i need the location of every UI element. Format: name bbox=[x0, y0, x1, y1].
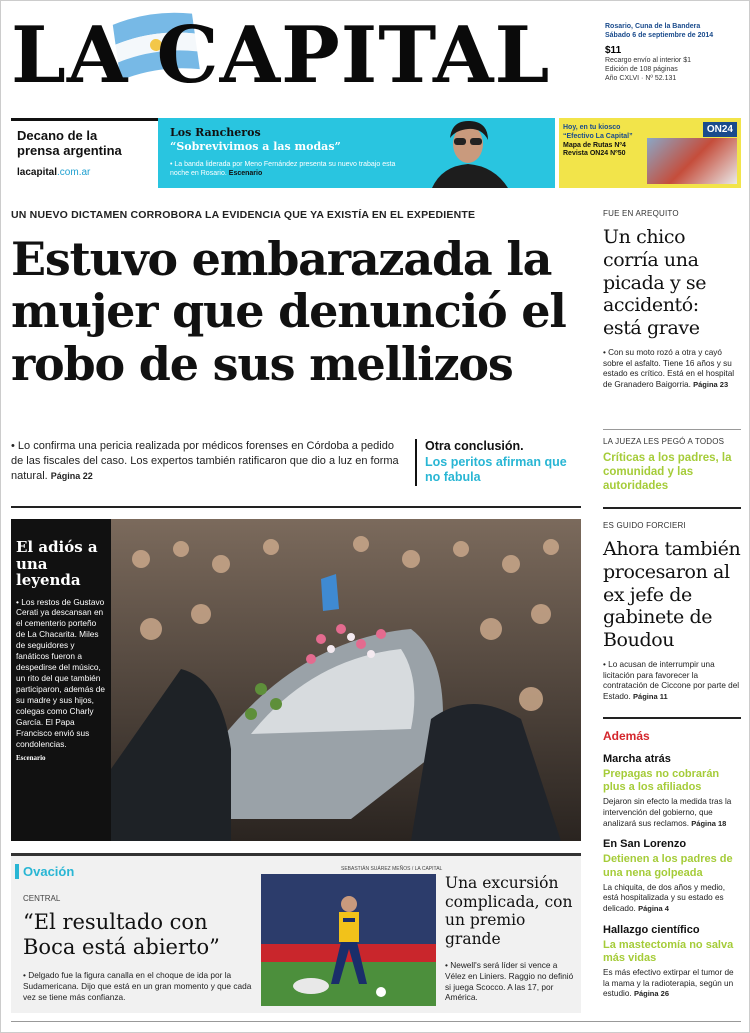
photo-caption-box bbox=[11, 519, 111, 841]
divider bbox=[11, 506, 581, 508]
promo-box[interactable] bbox=[559, 118, 741, 188]
promo-line: Mapa de Rutas Nº4 bbox=[563, 141, 626, 149]
ovacion-side-body: • Newell's será líder si vence a Vélez en Liniers. Raggio no definió si juega Scocco. A las 17, por América. bbox=[445, 960, 574, 1003]
story-kicker: FUE EN AREQUITO bbox=[603, 209, 679, 218]
newspaper-logo: LA CAPITAL bbox=[11, 10, 551, 101]
site-link[interactable]: lacapital.com.ar bbox=[17, 166, 91, 178]
football-photo bbox=[261, 874, 436, 1006]
section-sig: Escenario bbox=[16, 753, 46, 762]
brief-headline[interactable]: La mastectomía no salva más vidas bbox=[603, 938, 734, 964]
main-kicker: UN NUEVO DICTAMEN CORROBORA LA EVIDENCIA QUE YA EXISTÍA EN EL EXPEDIENTE bbox=[11, 209, 476, 221]
right-story-2 bbox=[603, 437, 741, 493]
teaser-band: Los Rancheros bbox=[170, 126, 261, 139]
feature-title[interactable]: El adiós a una leyenda bbox=[16, 538, 98, 589]
main-lead: • Lo confirma una pericia realizada por médicos forenses en Córdoba a pedido de las fiscales del caso. Los expertos también ratificaron que dio a luz en forma natural. Página 22 bbox=[11, 440, 399, 482]
story-body: • Con su moto rozó a otra y cayó sobre el asfalto. Tiene 16 años y su estado es crítico. Está en el hospital de Granadero Baigorria. Página 23 bbox=[603, 347, 735, 389]
section-tag[interactable]: Ovación bbox=[15, 864, 74, 879]
photo-feature bbox=[11, 519, 581, 841]
brief-heading: Marcha atrás bbox=[603, 753, 671, 765]
edition-line: Año CXLVI · Nº 52.131 bbox=[605, 74, 677, 82]
promo-image bbox=[647, 138, 737, 184]
story-headline[interactable]: Un chico corría una picada y se accidentó: está grave bbox=[603, 226, 707, 340]
story-kicker: ES GUIDO FORCIERI bbox=[603, 521, 686, 530]
price: $11 bbox=[605, 44, 622, 56]
edition-date: Sábado 6 de septiembre de 2014 bbox=[605, 31, 714, 39]
brief-body: Dejaron sin efecto la medida tras la intervención del gobierno, que analizará sus reclamos. Página 18 bbox=[603, 797, 732, 828]
divider bbox=[603, 717, 741, 719]
motto-box bbox=[11, 118, 158, 188]
ademas-section bbox=[603, 729, 741, 1000]
brief-body: Es más efectivo extirpar el tumor de la mama y la radioterapia, según un estudio. Página 26 bbox=[603, 968, 734, 999]
story-headline[interactable]: Ahora también procesaron al ex jefe de gabinete de Boudou bbox=[603, 538, 741, 652]
ovacion-body: • Delgado fue la figura canalla en el choque de ida por la Sudamericana. Dijo que está en un gran momento y que cada vez se tiene más confianza. bbox=[23, 970, 252, 1002]
ovacion-side-headline[interactable]: Una excursión complicada, con un premio grande bbox=[445, 874, 573, 948]
main-headline[interactable]: Estuvo embarazada la mujer que denunció el robo de sus mellizos bbox=[11, 232, 566, 391]
divider bbox=[603, 429, 741, 430]
promo-line: Revista ON24 Nº50 bbox=[563, 150, 626, 158]
brief-headline[interactable]: Prepagas no cobrarán plus a los afiliados bbox=[603, 768, 720, 794]
teaser-desc: • La banda liderada por Meno Fernández presenta su nuevo trabajo esta noche en Rosario. Escenario bbox=[170, 161, 396, 178]
bottom-rule bbox=[11, 1021, 741, 1022]
ovacion-section bbox=[11, 853, 581, 1013]
edition-line: Recargo envío al interior $1 bbox=[605, 57, 691, 64]
singer-portrait-icon bbox=[412, 118, 524, 188]
ademas-title: Además bbox=[603, 729, 650, 743]
edition-info bbox=[605, 23, 745, 83]
rancheros-teaser[interactable] bbox=[158, 118, 555, 188]
page-ref: Página 22 bbox=[50, 470, 93, 481]
related-teaser[interactable]: Otra conclusión. Los peritos afirman que no fabula bbox=[415, 439, 585, 486]
top-banner bbox=[11, 118, 741, 188]
on24-logo: ON24 bbox=[703, 122, 737, 137]
story-kicker: LA JUEZA LES PEGÓ A TODOS bbox=[603, 437, 725, 446]
divider bbox=[603, 507, 741, 509]
motto-line: prensa argentina bbox=[17, 142, 122, 158]
right-story-1 bbox=[603, 209, 741, 391]
city-line: Rosario, Cuna de la Bandera bbox=[605, 23, 701, 30]
story-headline[interactable]: Críticas a los padres, la comunidad y las autoridades bbox=[603, 452, 732, 492]
right-story-3 bbox=[603, 521, 741, 703]
ovacion-headline[interactable]: “El resultado con Boca está abierto” bbox=[23, 910, 220, 959]
brief-headline[interactable]: Detienen a los padres de una nena golpeada bbox=[603, 853, 733, 879]
photo-credit: SEBASTIÁN SUÁREZ MEÑOS / LA CAPITAL bbox=[341, 866, 443, 872]
teaser-quote: “Sobrevivimos a las modas” bbox=[170, 140, 341, 153]
promo-line: “Efectivo La Capital” bbox=[563, 132, 633, 140]
masthead bbox=[11, 9, 586, 109]
brief-body: La chiquita, de dos años y medio, está hospitalizada y su estado es delicado. Página 4 bbox=[603, 882, 725, 914]
section-label: CENTRAL bbox=[23, 894, 61, 903]
motto-line: Decano de la bbox=[17, 128, 98, 143]
promo-line: Hoy, en tu kiosco bbox=[563, 124, 621, 131]
story-body: • Lo acusan de interrumpir una licitación para favorecer la contratación de Ciccone por parte del Estado. Página 11 bbox=[603, 659, 740, 701]
brief-heading: Hallazgo científico bbox=[603, 923, 700, 936]
edition-line: Edición de 108 páginas bbox=[605, 65, 678, 73]
brief-heading: En San Lorenzo bbox=[603, 838, 687, 851]
funeral-crowd-photo bbox=[111, 519, 581, 841]
feature-text: • Los restos de Gustavo Cerati ya descansan en el cementerio porteño de La Chacarita. Miles de seguidores y fanáticos fueron a despedirse del músico, un rito del que también participaron, además de su madre y sus hijos, colegas como Charly García. El Papa Francisco envió sus condolencias. bbox=[16, 596, 106, 749]
